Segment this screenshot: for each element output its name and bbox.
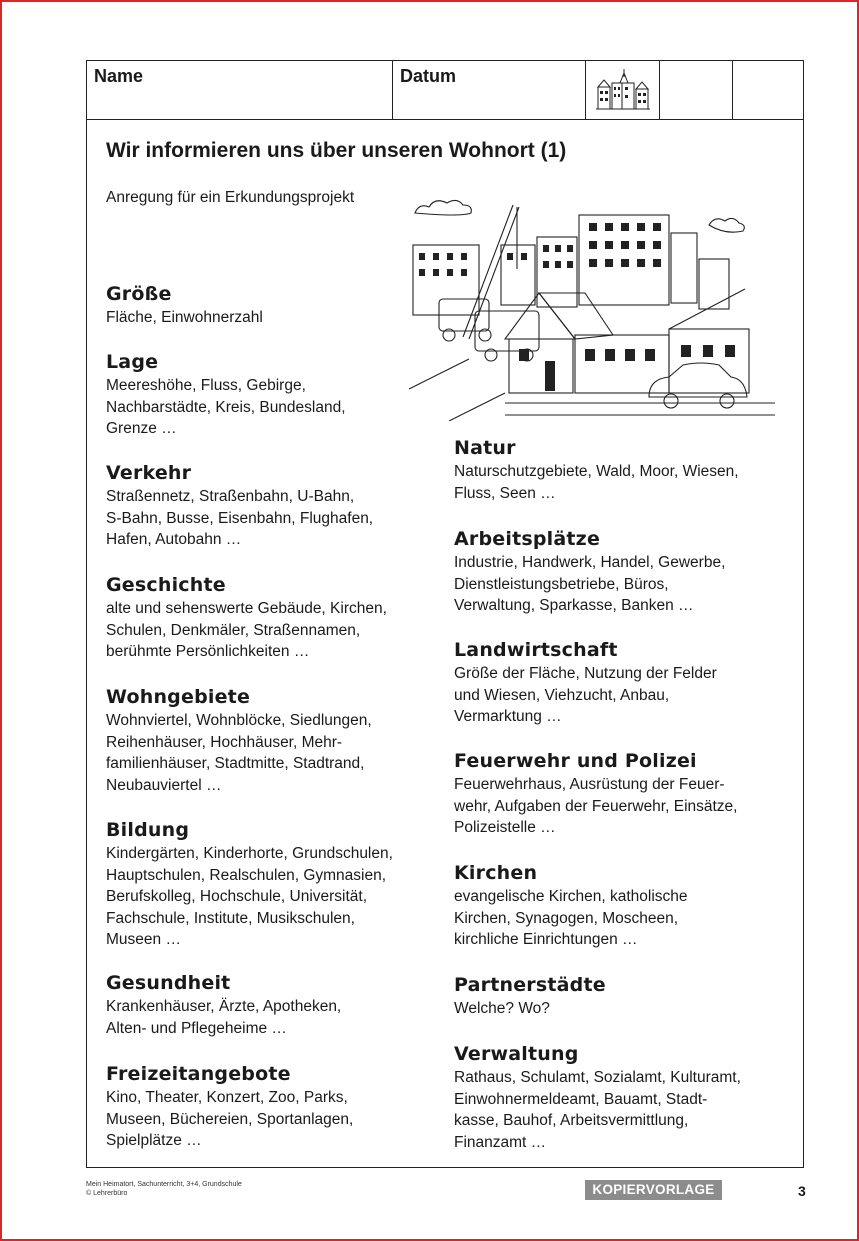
- worksheet: [86, 60, 804, 1168]
- blank-cell-2[interactable]: [733, 61, 804, 119]
- name-cell[interactable]: [87, 61, 393, 119]
- section-freizeitangebote: [106, 1061, 441, 1152]
- date-cell[interactable]: [393, 61, 586, 119]
- section-landwirtschaft: [454, 637, 789, 728]
- section-text: Industrie, Handwerk, Handel, Gewerbe, Dienstleistungsbetriebe, Büros, Verwaltung, Sparkasse, Banken …: [454, 554, 726, 614]
- footer-line-1: Mein Heimatort, Sachunterricht, 3+4, Grundschule: [86, 1181, 242, 1188]
- section-heading: Feuerwehr und Polizei: [454, 750, 697, 772]
- section-verkehr: [106, 460, 441, 551]
- section-heading: Arbeitsplätze: [454, 528, 601, 550]
- page-number: 3: [798, 1183, 806, 1199]
- section-bildung: [106, 817, 441, 951]
- section-text: Rathaus, Schulamt, Sozialamt, Kulturamt, Einwohnermeldeamt, Bauamt, Stadt- kasse, Bauhof, Arbeitsvermittlung, Finanzamt …: [454, 1069, 741, 1151]
- name-label: Name: [94, 66, 144, 86]
- section-gesundheit: [106, 970, 441, 1039]
- section-geschichte: [106, 572, 441, 663]
- date-label: Datum: [400, 66, 457, 86]
- section-heading: Partnerstädte: [454, 974, 606, 996]
- section-heading: Natur: [454, 437, 516, 459]
- section-natur: [454, 435, 789, 504]
- header-icon-cell: [586, 61, 660, 119]
- section-text: Kino, Theater, Konzert, Zoo, Parks, Museen, Büchereien, Sportanlagen, Spielplätze …: [106, 1089, 354, 1149]
- section-text: Größe der Fläche, Nutzung der Felder und Wiesen, Viehzucht, Anbau, Vermarktung …: [454, 665, 717, 725]
- footer-line-2: © Lehrerbüro: [86, 1190, 128, 1197]
- kopiervorlage-badge: KOPIERVORLAGE: [585, 1180, 722, 1200]
- section-text: Naturschutzgebiete, Wald, Moor, Wiesen, Fluss, Seen …: [454, 463, 739, 502]
- section-text: Krankenhäuser, Ärzte, Apotheken, Alten- und Pflegeheime …: [106, 998, 342, 1037]
- section-arbeitsplaetze: [454, 526, 789, 617]
- header-row: [87, 61, 803, 120]
- section-groesse: [106, 281, 441, 329]
- section-heading: Größe: [106, 283, 172, 305]
- town-icon: [594, 65, 652, 115]
- section-text: Fläche, Einwohnerzahl: [106, 309, 263, 326]
- section-feuerwehr-polizei: [454, 748, 789, 839]
- section-text: Welche? Wo?: [454, 1000, 550, 1017]
- section-heading: Verwaltung: [454, 1043, 579, 1065]
- town-illustration: [409, 189, 775, 421]
- section-text: evangelische Kirchen, katholische Kirchen, Synagogen, Moscheen, kirchliche Einrichtungen …: [454, 888, 688, 948]
- section-text: Wohnviertel, Wohnblöcke, Siedlungen, Reihenhäuser, Hochhäuser, Mehr- familienhäuser, Stadtmitte, Stadtrand, Neubauviertel …: [106, 712, 372, 794]
- section-text: alte und sehenswerte Gebäude, Kirchen, Schulen, Denkmäler, Straßennamen, berühmte Persönlichkeiten …: [106, 600, 387, 660]
- section-lage: [106, 349, 441, 440]
- section-heading: Lage: [106, 351, 159, 373]
- section-partnerstaedte: [454, 972, 789, 1020]
- page-title: Wir informieren uns über unseren Wohnort (1): [106, 139, 567, 162]
- section-heading: Wohngebiete: [106, 686, 251, 708]
- section-heading: Bildung: [106, 819, 190, 841]
- section-text: Feuerwehrhaus, Ausrüstung der Feuer- wehr, Aufgaben der Feuerwehr, Einsätze, Polizeistelle …: [454, 776, 738, 836]
- section-wohngebiete: [106, 684, 441, 796]
- section-text: Kindergärten, Kinderhorte, Grundschulen, Hauptschulen, Realschulen, Gymnasien, Berufskolleg, Hochschule, Universität, Fachschule, Institute, Musikschulen, Museen …: [106, 845, 393, 948]
- section-kirchen: [454, 860, 789, 951]
- section-heading: Gesundheit: [106, 972, 231, 994]
- section-heading: Freizeitangebote: [106, 1063, 291, 1085]
- section-heading: Verkehr: [106, 462, 192, 484]
- blank-cell-1[interactable]: [660, 61, 733, 119]
- section-heading: Geschichte: [106, 574, 226, 596]
- section-text: Meereshöhe, Fluss, Gebirge, Nachbarstädte, Kreis, Bundesland, Grenze …: [106, 377, 346, 437]
- footer-credits: [86, 1180, 242, 1198]
- section-heading: Kirchen: [454, 862, 538, 884]
- section-heading: Landwirtschaft: [454, 639, 618, 661]
- section-verwaltung: [454, 1041, 789, 1153]
- page-subtitle: Anregung für ein Erkundungsprojekt: [106, 189, 355, 206]
- section-text: Straßennetz, Straßenbahn, U-Bahn, S-Bahn, Busse, Eisenbahn, Flughafen, Hafen, Autobahn …: [106, 488, 374, 548]
